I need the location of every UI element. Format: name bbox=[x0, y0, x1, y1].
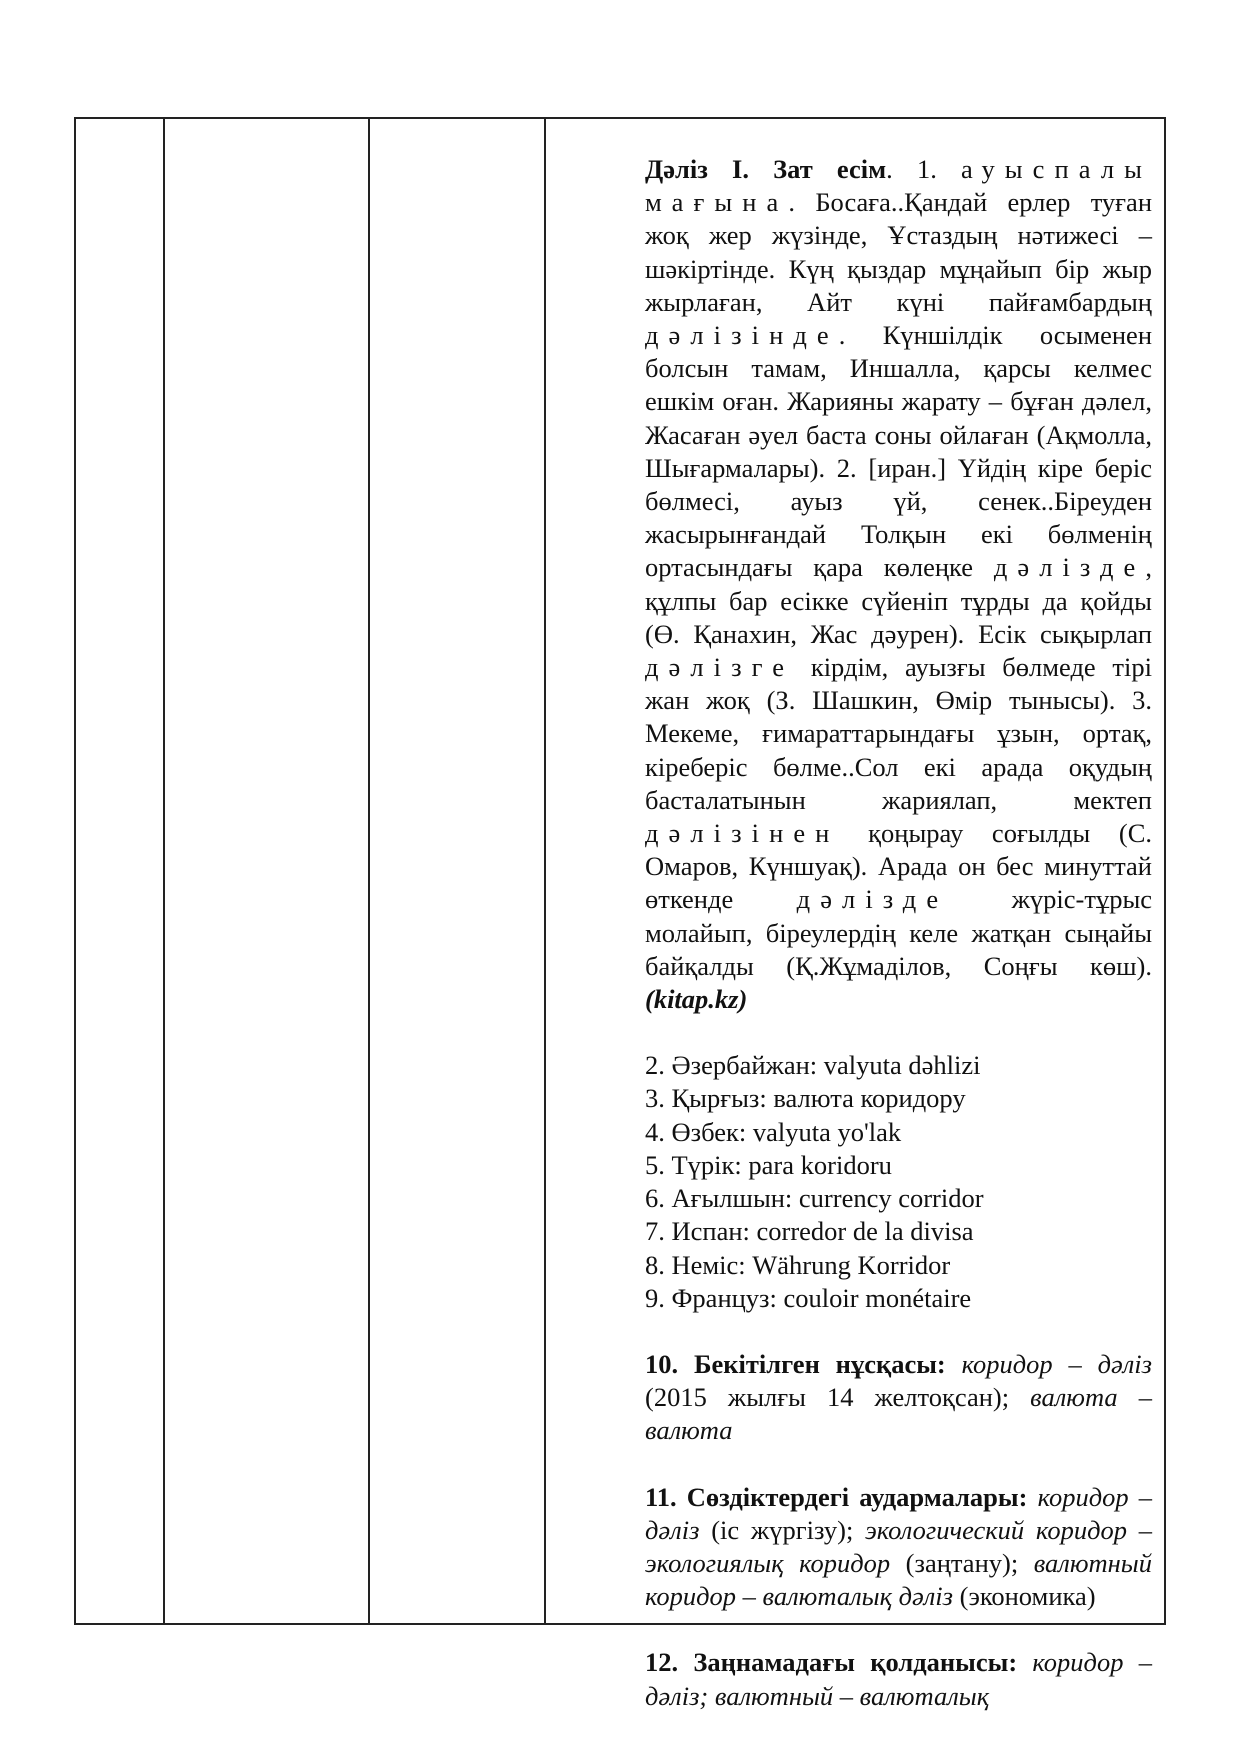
dictionary-text: (іс жүргізу); bbox=[699, 1514, 866, 1545]
legislation-usage bbox=[645, 1646, 1152, 1712]
approved-term: коридор – дәліз bbox=[961, 1348, 1153, 1379]
definition-text: жүріс-тұрыс молайып, біреулердің келе жатқан сыңайы байқалды (Қ.Жұмаділов, Соңғы көш). bbox=[645, 884, 1153, 981]
translation-item: 2. Әзербайжан: valyuta dəhlizi bbox=[645, 1050, 981, 1081]
column-divider-2 bbox=[368, 119, 370, 1623]
dictionaries-label: 11. Сөздіктердегі аудармалары: bbox=[645, 1481, 1028, 1512]
spaced-term: дәлізінен bbox=[645, 818, 840, 849]
definition-paragraph bbox=[645, 153, 1152, 1016]
entry-headword: Дәліз І. Зат есім bbox=[645, 154, 887, 184]
translation-item: 9. Француз: couloir monétaire bbox=[645, 1282, 972, 1313]
spaced-term: дәлізінде bbox=[645, 320, 839, 351]
dictionary-term: валютный коридор – валюталық дәліз bbox=[645, 1547, 1152, 1612]
definition-text: қоңырау соғылды (С. Омаров, Күншуақ). Арада он бес минуттай өткенде bbox=[645, 818, 1152, 915]
dictionary-term: коридор – дәліз bbox=[645, 1481, 1152, 1545]
translation-item: 5. Түрік: para koridoru bbox=[645, 1149, 892, 1180]
definition-text: кірдім, ауызғы бөлмеде тірі жан жоқ (З. Шашкин, Өмір тынысы). 3. Мекеме, ғимараттарындағы ұзын, ортақ, кіреберіс бөлме..Сол екі арада оқудың басталатынын жариялап, мектеп bbox=[645, 652, 1152, 815]
translation-item: 4. Өзбек: valyuta yo'lak bbox=[645, 1116, 902, 1147]
legislation-label: 12. Заңнамадағы қолданысы: bbox=[645, 1647, 1018, 1678]
translation-item: 8. Неміс: Währung Korridor bbox=[645, 1249, 951, 1280]
approved-term: валюта – валюта bbox=[645, 1382, 1153, 1446]
translation-item: 7. Испан: corredor de la divisa bbox=[645, 1216, 974, 1247]
column-divider-1 bbox=[163, 119, 165, 1623]
legislation-term: коридор – дәліз; валютный – валюталық bbox=[645, 1647, 1152, 1711]
column-divider-3 bbox=[544, 119, 546, 1623]
definition-text: , құлпы бар есікке сүйеніп тұрды да қойды (Ө. Қанахин, Жас дәурен). Есік сықырлап bbox=[645, 552, 1152, 649]
translation-item: 6. Ағылшын: currency corridor bbox=[645, 1183, 984, 1214]
document-table bbox=[74, 117, 1166, 1711]
dictionary-text: (заңтану); bbox=[890, 1547, 1034, 1578]
definition-text: . 1. bbox=[886, 154, 961, 184]
spaced-term: дәлізге bbox=[645, 652, 795, 683]
dictionary-term: экологический коридор – экологиялық коридор bbox=[645, 1514, 1152, 1578]
approved-text: (2015 жылғы 14 желтоқсан); bbox=[645, 1382, 1031, 1413]
spaced-term: ауыспалы мағына bbox=[645, 154, 1152, 218]
dictionary-translations bbox=[645, 1481, 1152, 1614]
spaced-term: дәлізде bbox=[796, 884, 949, 915]
definition-text: . Күншілдік осыменен болсын тамам, Иншалла, қарсы келмес ешкім оған. Жарияны жарату – бұған дәлел, Жасаған әуел баста соны ойлаған (Ақмолла, Шығармалары). 2. [иран.] Үйдің кіре беріс бөлмесі, ауыз үй, сенек..Біреуден жасырынғандай Толқын екі бөлменің ортасындағы қара көлеңке bbox=[645, 320, 1152, 583]
dictionary-text: (экономика) bbox=[953, 1581, 1096, 1612]
approved-label: 10. Бекітілген нұсқасы: bbox=[645, 1348, 946, 1379]
entry-cell bbox=[634, 119, 1164, 1711]
definition-text: . Босаға..Қандай ерлер туған жоқ жер жүзінде, Ұстаздың нәтижесі – шәкіртінде. Күң қыздар мұңайып бір жыр жырлаған, Айт күні пайғамбардың bbox=[645, 187, 1152, 317]
approved-version bbox=[645, 1348, 1152, 1448]
spaced-term: дәлізде bbox=[993, 552, 1146, 583]
translation-item: 3. Қырғыз: валюта коридору bbox=[645, 1083, 966, 1114]
source-reference: (kitap.kz) bbox=[645, 984, 748, 1015]
